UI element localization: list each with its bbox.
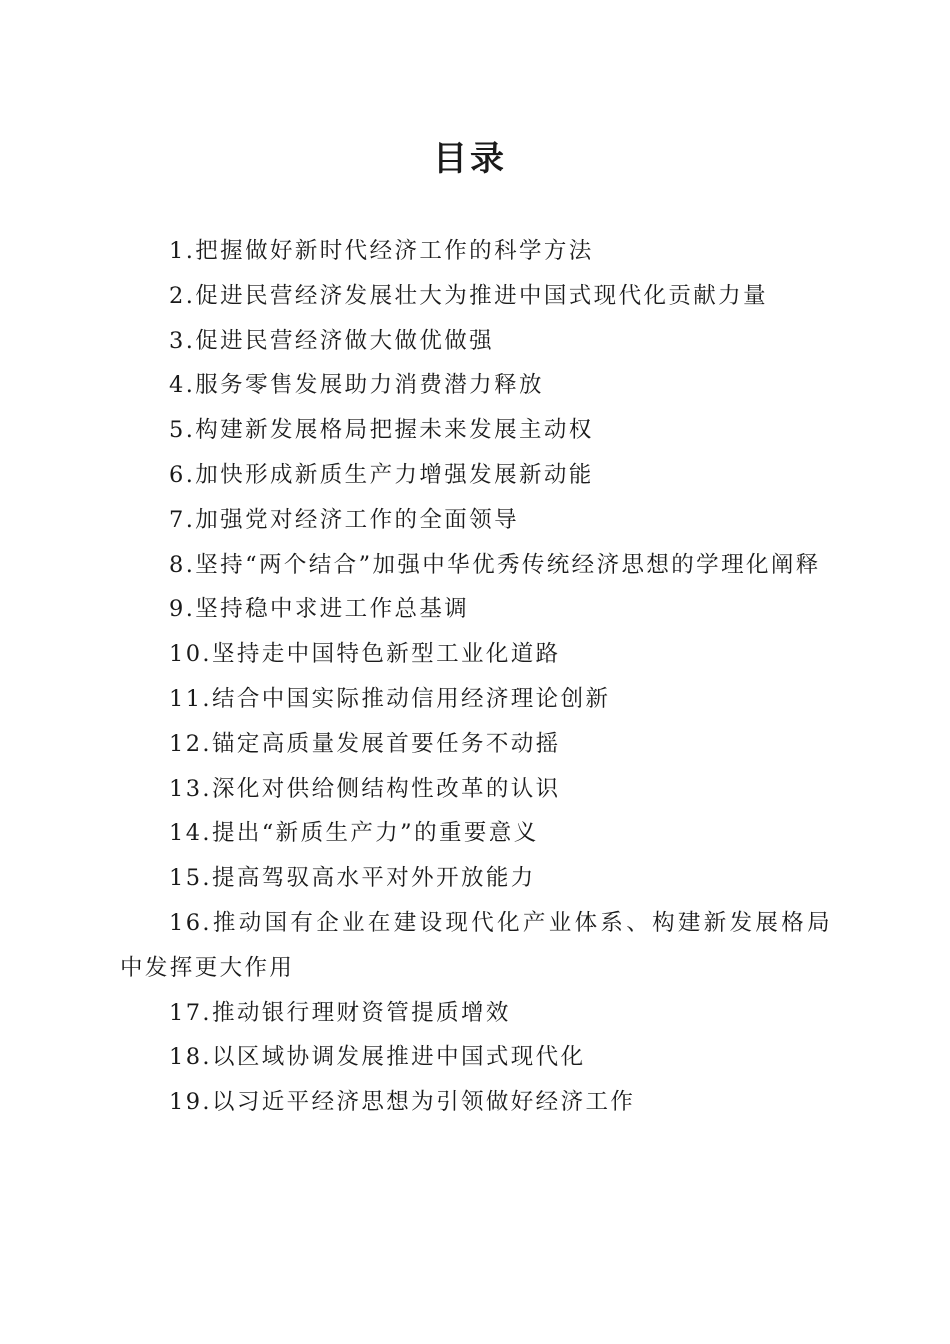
toc-entry-5[interactable]: 5.构建新发展格局把握未来发展主动权 <box>169 417 594 444</box>
toc-list <box>120 229 832 1125</box>
toc-entry-13[interactable]: 13.深化对供给侧结构性改革的认识 <box>169 775 561 802</box>
toc-entry-6[interactable]: 6.加快形成新质生产力增强发展新动能 <box>169 461 594 488</box>
toc-entry-17[interactable]: 17.推动银行理财资管提质增效 <box>169 999 511 1026</box>
toc-entry-19[interactable]: 19.以习近平经济思想为引领做好经济工作 <box>169 1089 636 1116</box>
toc-entry-12[interactable]: 12.锚定高质量发展首要任务不动摇 <box>169 730 561 757</box>
toc-entry-14[interactable]: 14.提出“新质生产力”的重要意义 <box>169 820 539 847</box>
toc-entry-18[interactable]: 18.以区域协调发展推进中国式现代化 <box>169 1044 586 1071</box>
toc-entry-8[interactable]: 8.坚持“两个结合”加强中华优秀传统经济思想的学理化阐释 <box>169 551 821 578</box>
toc-entry-15[interactable]: 15.提高驾驭高水平对外开放能力 <box>169 865 536 892</box>
toc-entry-4[interactable]: 4.服务零售发展助力消费潜力释放 <box>169 372 544 399</box>
toc-entry-10[interactable]: 10.坚持走中国特色新型工业化道路 <box>169 641 561 668</box>
toc-entry-2[interactable]: 2.促进民营经济发展壮大为推进中国式现代化贡献力量 <box>169 282 768 309</box>
toc-entry-1[interactable]: 1.把握做好新时代经济工作的科学方法 <box>169 238 594 264</box>
toc-entry-16[interactable]: 16.推动国有企业在建设现代化产业体系、构建新发展格局中发挥更大作用 <box>120 909 832 981</box>
toc-entry-11[interactable]: 11.结合中国实际推动信用经济理论创新 <box>169 685 611 712</box>
toc-entry-9[interactable]: 9.坚持稳中求进工作总基调 <box>169 596 470 623</box>
toc-entry-3[interactable]: 3.促进民营经济做大做优做强 <box>169 327 495 354</box>
toc-title: 目录 <box>433 139 507 179</box>
toc-entry-7[interactable]: 7.加强党对经济工作的全面领导 <box>169 506 519 533</box>
